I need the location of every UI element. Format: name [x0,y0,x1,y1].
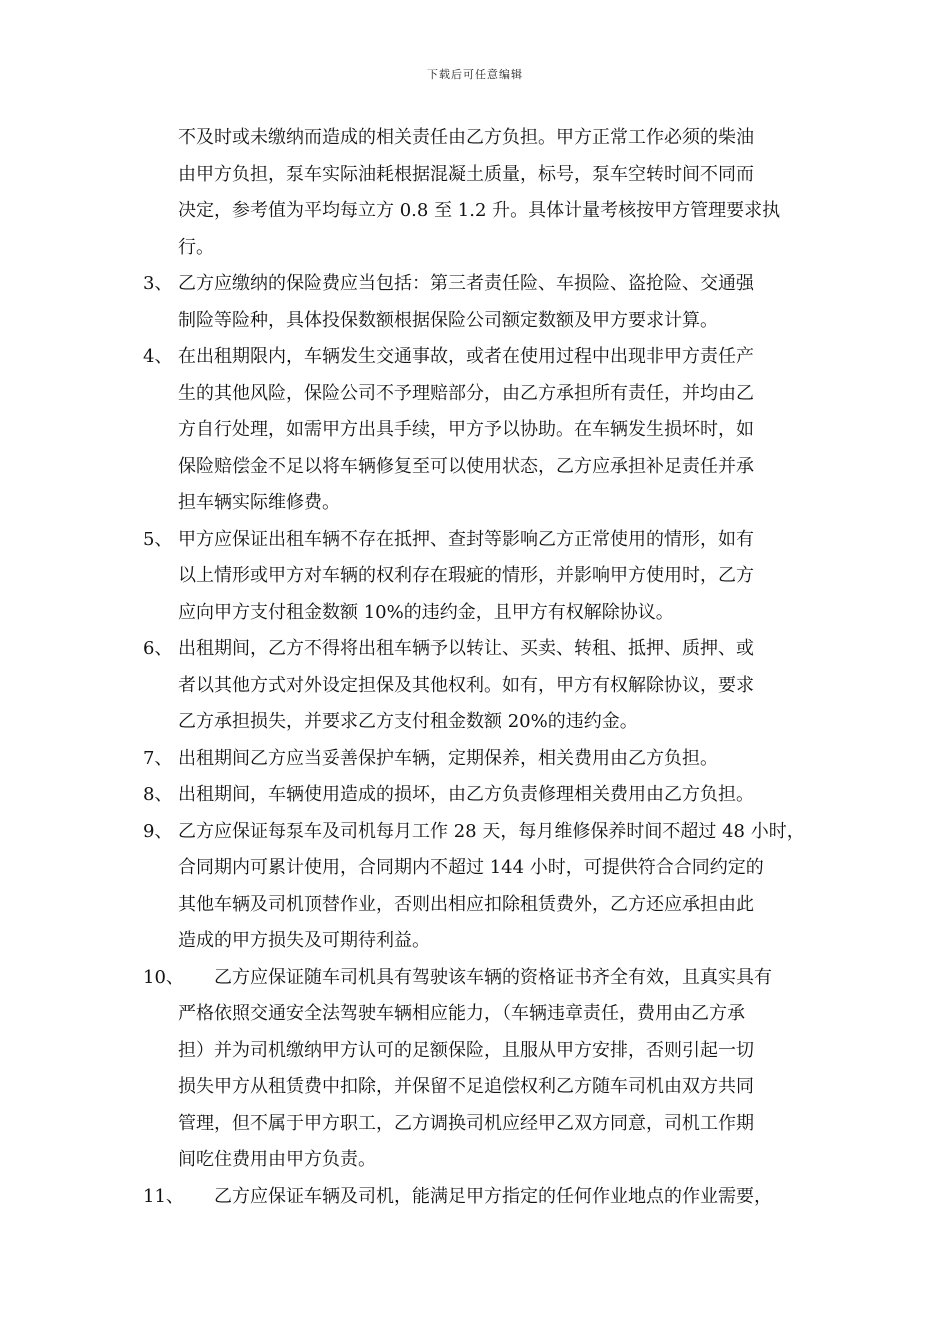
text-line: 合同期内可累计使用，合同期内不超过 144 小时，可提供符合合同约定的 [178,857,764,878]
text-line: 在出租期限内，车辆发生交通事故，或者在使用过程中出现非甲方责任产 [178,346,754,367]
clause-number: 7、 [143,747,173,769]
clause-5 [0,522,815,632]
text-line: 保险赔偿金不足以将车辆修复至可以使用状态，乙方应承担补足责任并承 [178,455,754,477]
clause-9 [0,814,815,960]
text-line: 乙方应保证随车司机具有驾驶该车辆的资格证书齐全有效，且真实具有 [214,966,772,988]
clause-number: 9、 [143,820,173,842]
clause-number: 10、 [143,966,184,988]
text-line: 以上情形或甲方对车辆的权利存在瑕疵的情形，并影响甲方使用时，乙方 [178,565,754,586]
document-body [0,120,950,1215]
text-line: 方自行处理，如需甲方出具手续，甲方予以协助。在车辆发生损坏时，如 [178,419,754,440]
text-line: 严格依照交通安全法驾驶车辆相应能力，（车辆违章责任，费用由乙方承 [178,1003,745,1024]
clause-number: 8、 [143,784,173,805]
text-line: 乙方承担损失，并要求乙方支付租金数额 20%的违约金。 [178,711,638,732]
clause-7 [0,741,815,778]
text-line: 制险等险种，具体投保数额根据保险公司额定数额及甲方要求计算。 [178,309,718,331]
text-line: 乙方应保证每泵车及司机每月工作 28 天，每月维修保养时间不超过 48 小时， [178,820,805,842]
text-line: 担车辆实际维修费。 [178,492,340,513]
clause-11 [0,1179,815,1216]
text-line: 决定，参考值为平均每立方 0.8 至 1.2 升。具体计量考核按甲方管理要求执 [178,200,781,221]
clause-number: 3、 [143,273,173,294]
text-line: 出租期间乙方应当妥善保护车辆，定期保养，相关费用由乙方负担。 [178,747,718,769]
text-line: 乙方应保证车辆及司机，能满足甲方指定的任何作业地点的作业需要， [214,1185,772,1207]
clause-number: 4、 [143,346,173,367]
clause-4 [0,339,815,522]
page-header: 下载后可任意编辑 [427,68,523,81]
text-line: 由甲方负担，泵车实际油耗根据混凝土质量，标号，泵车空转时间不同而 [178,163,754,185]
text-line: 行。 [178,236,214,258]
clause-3 [0,266,815,339]
clause-number: 11、 [143,1185,184,1207]
clause-10 [0,960,815,1179]
clause-6 [0,631,815,741]
text-line: 出租期间，乙方不得将出租车辆予以转让、买卖、转租、抵押、质押、或 [178,638,754,659]
clause-8 [0,777,815,814]
text-line: 其他车辆及司机顶替作业，否则出相应扣除租赁费外，乙方还应承担由此 [178,893,754,915]
clause-number: 5、 [143,528,173,550]
text-line: 造成的甲方损失及可期待利益。 [178,930,430,951]
text-line: 出租期间，车辆使用造成的损坏，由乙方负责修理相关费用由乙方负担。 [178,784,754,805]
text-line: 损失甲方从租赁费中扣除，并保留不足追偿权利乙方随车司机由双方共同 [178,1076,754,1097]
text-line: 管理，但不属于甲方职工，乙方调换司机应经甲乙双方同意，司机工作期 [178,1112,754,1134]
text-line: 应向甲方支付租金数额 10%的违约金，且甲方有权解除协议。 [178,601,674,623]
text-line: 甲方应保证出租车辆不存在抵押、查封等影响乙方正常使用的情形，如有 [178,528,754,550]
text-line: 乙方应缴纳的保险费应当包括：第三者责任险、车损险、盗抢险、交通强 [178,273,754,294]
text-line: 间吃住费用由甲方负责。 [178,1149,376,1170]
continuation-paragraph [0,120,815,266]
clause-number: 6、 [143,638,173,659]
text-line: 不及时或未缴纳而造成的相关责任由乙方负担。甲方正常工作必须的柴油 [178,127,754,148]
text-line: 担）并为司机缴纳甲方认可的足额保险，且服从甲方安排，否则引起一切 [178,1039,754,1061]
text-line: 生的其他风险，保险公司不予理赔部分，由乙方承担所有责任，并均由乙 [178,382,754,404]
text-line: 者以其他方式对外设定担保及其他权利。如有，甲方有权解除协议，要求 [178,674,754,696]
